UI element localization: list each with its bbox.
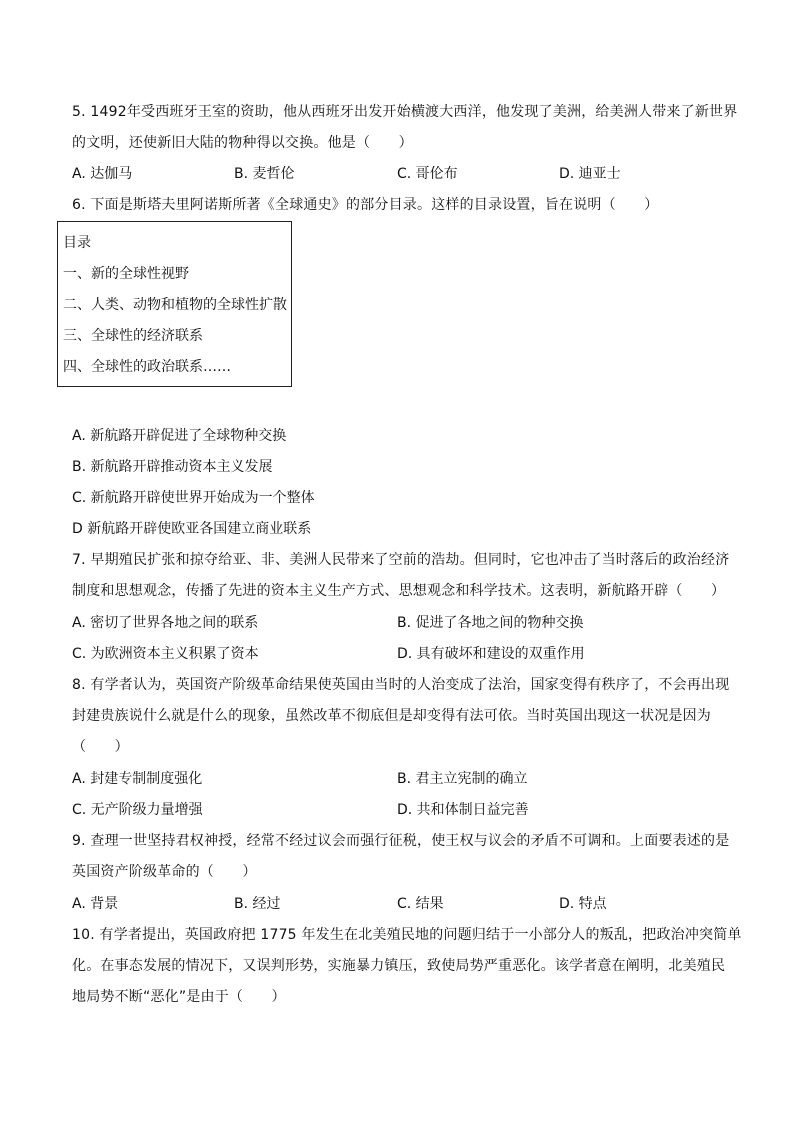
q6-toc-item-4: 四、全球性的政治联系…… [63,359,231,375]
q8-option-b[interactable]: B. 君主立宪制的确立 [397,771,528,787]
q10-stem-line3: 地局势不断“恶化”是由于（ ） [72,989,286,1005]
q6-option-b[interactable]: B. 新航路开辟推动资本主义发展 [72,459,273,475]
q9-stem-line1: 9. 查理一世坚持君权神授，经常不经过议会而强行征税，使王权与议会的矛盾不可调和。上面要表述的是 [72,833,730,849]
q7-option-b[interactable]: B. 促进了各地之间的物种交换 [397,615,584,631]
q5-option-d[interactable]: D. 迪亚士 [559,166,621,182]
q5-stem-line1: 5. 1492年受西班牙王室的资助，他从西班牙出发开始横渡大西洋，他发现了美洲，给美洲人带来了新世界 [72,104,738,120]
q6-stem-line1: 6. 下面是斯塔夫里阿诺斯所著《全球通史》的部分目录。这样的目录设置，旨在说明（ ） [72,197,659,213]
q9-option-b[interactable]: B. 经过 [234,896,281,912]
q6-toc-box [57,221,292,387]
q8-stem-line1: 8. 有学者认为，英国资产阶级革命结果使英国由当时的人治变成了法治，国家变得有秩序了，不会再出现 [72,677,730,693]
q10-stem-line1: 10. 有学者提出，英国政府把 1775 年发生在北美殖民地的问题归结于一小部分人的叛乱，把政治冲突简单 [72,927,742,943]
q6-option-c[interactable]: C. 新航路开辟使世界开始成为一个整体 [72,490,315,506]
q10-stem-line2: 化。在事态发展的情况下，又误判形势，实施暴力镇压，致使局势严重恶化。该学者意在阐明，北美殖民 [72,958,726,974]
q6-toc-title: 目录 [63,235,91,251]
q6-toc-item-3: 三、全球性的经济联系 [63,328,203,344]
q7-stem-line2: 制度和思想观念，传播了先进的资本主义生产方式、思想观念和科学技术。这表明，新航路开辟（ ） [72,583,726,599]
q8-stem-line3: （ ） [72,739,129,755]
q5-stem-line2: 的文明，还使新旧大陆的物种得以交换。他是（ ） [72,135,413,151]
q9-option-c[interactable]: C. 结果 [397,896,444,912]
q7-stem-line1: 7. 早期殖民扩张和掠夺给亚、非、美洲人民带来了空前的浩劫。但同时，它也冲击了当时落后的政治经济 [72,552,730,568]
q5-option-a[interactable]: A. 达伽马 [72,166,133,182]
q8-option-a[interactable]: A. 封建专制制度强化 [72,771,203,787]
q6-option-a[interactable]: A. 新航路开辟促进了全球物种交换 [72,428,287,444]
q7-option-d[interactable]: D. 具有破坏和建设的双重作用 [397,646,585,662]
q6-option-d[interactable]: D 新航路开辟使欧亚各国建立商业联系 [72,521,312,537]
q8-option-c[interactable]: C. 无产阶级力量增强 [72,802,203,818]
q7-option-c[interactable]: C. 为欧洲资本主义积累了资本 [72,646,259,662]
q6-toc-item-1: 一、新的全球性视野 [63,266,189,282]
q9-option-d[interactable]: D. 特点 [559,896,607,912]
q5-option-c[interactable]: C. 哥伦布 [397,166,458,182]
q5-option-b[interactable]: B. 麦哲伦 [234,166,295,182]
q9-option-a[interactable]: A. 背景 [72,896,119,912]
q8-stem-line2: 封建贵族说什么就是什么的现象，虽然改革不彻底但是却变得有法可依。当时英国出现这一状况是因为 [72,708,711,724]
q8-option-d[interactable]: D. 共和体制日益完善 [397,802,529,818]
q7-option-a[interactable]: A. 密切了世界各地之间的联系 [72,615,259,631]
q6-toc-item-2: 二、人类、动物和植物的全球性扩散 [63,297,287,313]
q9-stem-line2: 英国资产阶级革命的（ ） [72,864,257,880]
